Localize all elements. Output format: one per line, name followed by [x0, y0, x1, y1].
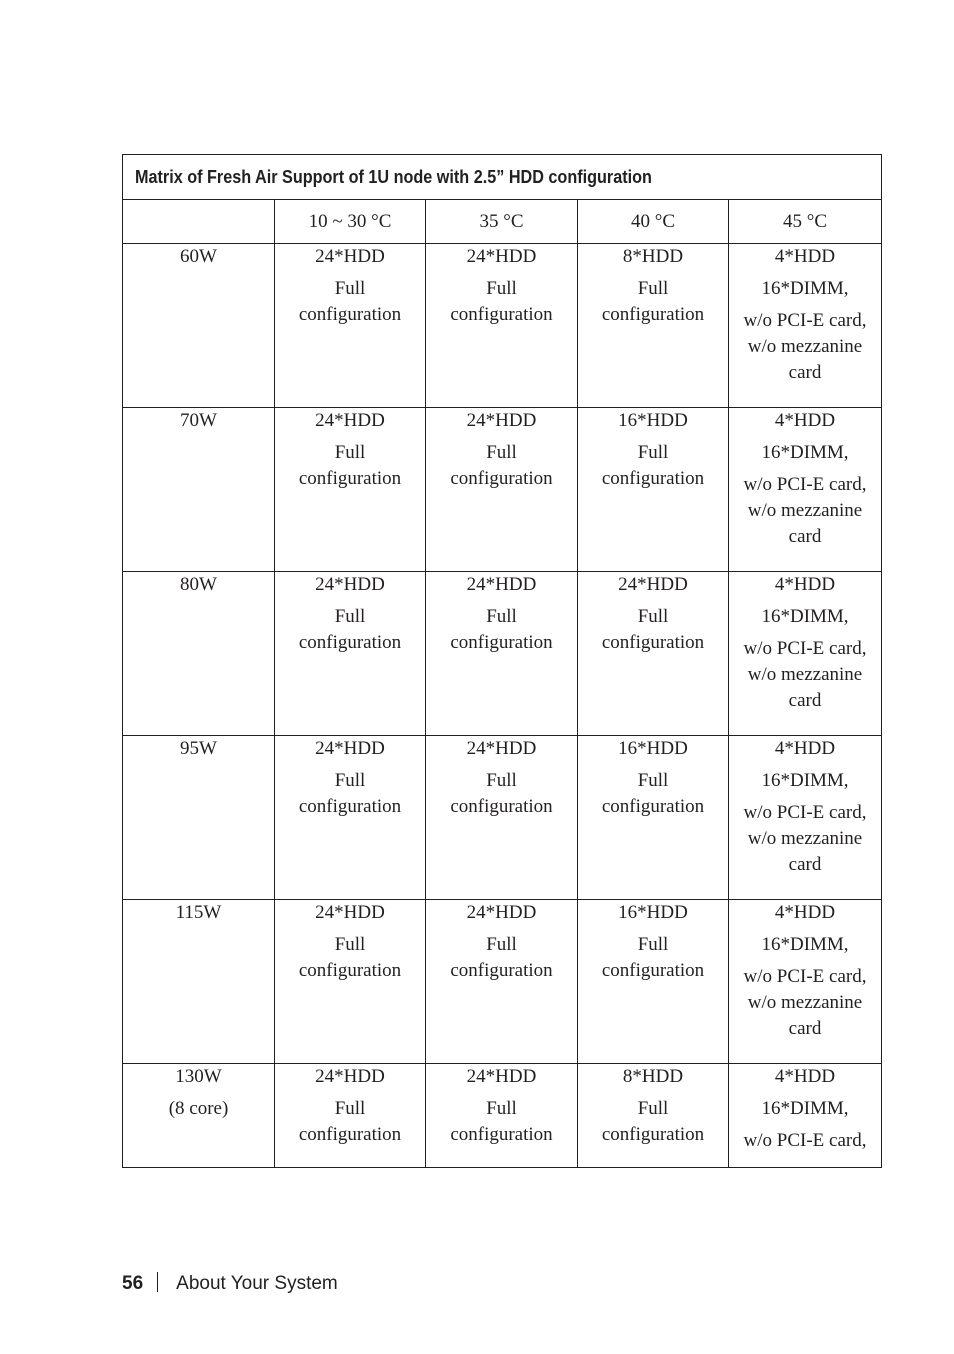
pcie-restriction: w/o PCI-E card,: [743, 802, 867, 823]
config-cell-45c: [729, 572, 882, 736]
dimm-count: 16*DIMM,: [761, 770, 849, 791]
config-text: configuration: [298, 468, 402, 489]
mezzanine-restriction: card: [788, 690, 822, 711]
fresh-air-matrix-table: [122, 154, 882, 1168]
table-row: [123, 900, 882, 1064]
power-cell: [123, 900, 275, 1064]
power-cell: [123, 1064, 275, 1168]
config-cell: [275, 900, 426, 1064]
page-footer: [122, 1272, 338, 1295]
hdd-count: 4*HDD: [774, 410, 836, 431]
config-text: Full: [334, 1098, 366, 1119]
dimm-count: 16*DIMM,: [761, 606, 849, 627]
pcie-restriction: w/o PCI-E card,: [743, 638, 867, 659]
mezzanine-restriction: w/o mezzanine: [747, 500, 863, 521]
hdd-count: 4*HDD: [774, 574, 836, 595]
hdd-count: 24*HDD: [466, 738, 537, 759]
power-note: (8 core): [168, 1098, 229, 1119]
mezzanine-restriction: w/o mezzanine: [747, 828, 863, 849]
dimm-count: 16*DIMM,: [761, 934, 849, 955]
footer-divider: [157, 1272, 158, 1292]
config-text: configuration: [601, 1124, 705, 1145]
hdd-count: 24*HDD: [466, 1066, 537, 1087]
config-cell-45c: [729, 736, 882, 900]
mezzanine-restriction: card: [788, 854, 822, 875]
mezzanine-restriction: card: [788, 362, 822, 383]
table-row: [123, 1064, 882, 1168]
config-text: Full: [637, 442, 669, 463]
dimm-count: 16*DIMM,: [761, 278, 849, 299]
hdd-count: 16*HDD: [618, 902, 688, 923]
config-text: Full: [637, 770, 669, 791]
column-header: 40 °C: [578, 200, 729, 244]
power-cell: [123, 572, 275, 736]
table-row: [123, 244, 882, 408]
hdd-count: 4*HDD: [774, 738, 836, 759]
mezzanine-restriction: w/o mezzanine: [747, 664, 863, 685]
hdd-count: 24*HDD: [466, 246, 537, 267]
power-value: 130W: [175, 1066, 222, 1087]
column-header: 10 ~ 30 °C: [275, 200, 426, 244]
config-text: configuration: [450, 796, 553, 817]
config-text: configuration: [450, 960, 553, 981]
config-cell: [578, 900, 729, 1064]
power-cell: [123, 408, 275, 572]
config-text: configuration: [601, 632, 705, 653]
config-cell: [426, 736, 578, 900]
table-row: [123, 572, 882, 736]
hdd-count: 24*HDD: [315, 574, 385, 595]
config-cell: [275, 1064, 426, 1168]
table-header-row: [123, 200, 882, 244]
config-cell-45c: [729, 900, 882, 1064]
hdd-count: 24*HDD: [315, 410, 385, 431]
config-cell: [426, 408, 578, 572]
config-text: configuration: [298, 1124, 402, 1145]
mezzanine-restriction: w/o mezzanine: [747, 336, 863, 357]
power-cell: [123, 244, 275, 408]
config-text: Full: [334, 606, 366, 627]
mezzanine-restriction: card: [788, 1018, 822, 1039]
hdd-count: 24*HDD: [315, 738, 385, 759]
config-text: Full: [334, 442, 366, 463]
hdd-count: 16*HDD: [618, 738, 688, 759]
hdd-count: 4*HDD: [774, 1066, 836, 1087]
config-text: Full: [334, 934, 366, 955]
config-cell-45c: [729, 1064, 882, 1168]
dimm-count: 16*DIMM,: [761, 442, 849, 463]
config-cell: [275, 408, 426, 572]
config-cell: [275, 736, 426, 900]
config-cell: [426, 1064, 578, 1168]
config-text: Full: [637, 278, 669, 299]
section-title: About Your System: [176, 1273, 338, 1294]
config-text: configuration: [601, 304, 705, 325]
config-cell: [578, 1064, 729, 1168]
power-cell: [123, 736, 275, 900]
power-value: 95W: [180, 738, 217, 759]
config-text: configuration: [298, 632, 402, 653]
table-row: [123, 736, 882, 900]
power-value: 80W: [180, 574, 217, 595]
pcie-restriction: w/o PCI-E card,: [743, 474, 867, 495]
hdd-count: 24*HDD: [466, 574, 537, 595]
config-text: Full: [486, 770, 517, 791]
hdd-count: 8*HDD: [622, 1066, 684, 1087]
hdd-count: 24*HDD: [618, 574, 688, 595]
pcie-restriction: w/o PCI-E card,: [743, 966, 867, 987]
config-text: Full: [637, 606, 669, 627]
config-cell: [578, 572, 729, 736]
config-cell: [578, 244, 729, 408]
config-text: configuration: [601, 468, 705, 489]
column-header: 35 °C: [426, 200, 578, 244]
pcie-restriction: w/o PCI-E card,: [743, 1130, 867, 1151]
config-text: Full: [486, 442, 517, 463]
page-number: 56: [122, 1273, 144, 1294]
column-header: 45 °C: [729, 200, 882, 244]
config-text: configuration: [450, 632, 553, 653]
config-text: configuration: [601, 960, 705, 981]
mezzanine-restriction: w/o mezzanine: [747, 992, 863, 1013]
hdd-count: 8*HDD: [622, 246, 684, 267]
config-text: configuration: [450, 468, 553, 489]
hdd-count: 4*HDD: [774, 246, 836, 267]
config-text: configuration: [450, 1124, 553, 1145]
config-text: configuration: [298, 960, 402, 981]
config-text: Full: [637, 934, 669, 955]
config-cell-45c: [729, 244, 882, 408]
config-cell: [578, 736, 729, 900]
table-row: [123, 408, 882, 572]
config-text: Full: [637, 1098, 669, 1119]
power-value: 115W: [175, 902, 222, 923]
config-text: configuration: [450, 304, 553, 325]
config-text: Full: [334, 770, 366, 791]
config-text: Full: [486, 1098, 517, 1119]
config-cell: [426, 572, 578, 736]
pcie-restriction: w/o PCI-E card,: [743, 310, 867, 331]
hdd-count: 24*HDD: [466, 902, 537, 923]
power-value: 60W: [180, 246, 217, 267]
config-cell: [275, 572, 426, 736]
column-header: [123, 200, 275, 244]
hdd-count: 24*HDD: [466, 410, 537, 431]
hdd-count: 24*HDD: [315, 902, 385, 923]
config-text: Full: [334, 278, 366, 299]
config-text: Full: [486, 606, 517, 627]
hdd-count: 16*HDD: [618, 410, 688, 431]
table-title: Matrix of Fresh Air Support of 1U node with 2.5” HDD configuration: [123, 155, 882, 200]
config-text: configuration: [298, 304, 402, 325]
config-cell: [426, 900, 578, 1064]
hdd-count: 24*HDD: [315, 1066, 385, 1087]
config-text: configuration: [298, 796, 402, 817]
config-text: Full: [486, 278, 517, 299]
power-value: 70W: [180, 410, 217, 431]
config-cell: [578, 408, 729, 572]
config-text: configuration: [601, 796, 705, 817]
config-text: Full: [486, 934, 517, 955]
hdd-count: 24*HDD: [315, 246, 385, 267]
mezzanine-restriction: card: [788, 526, 822, 547]
config-cell-45c: [729, 408, 882, 572]
dimm-count: 16*DIMM,: [761, 1098, 849, 1119]
config-cell: [275, 244, 426, 408]
config-cell: [426, 244, 578, 408]
hdd-count: 4*HDD: [774, 902, 836, 923]
